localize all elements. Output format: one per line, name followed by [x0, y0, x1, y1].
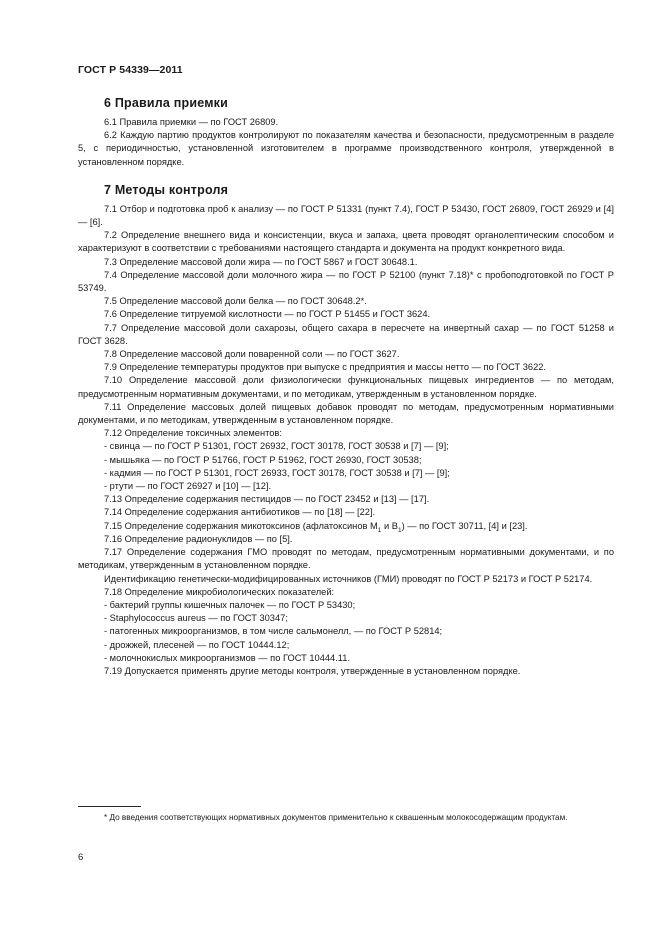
paragraph-7-6: 7.6 Определение титруемой кислотности — по ГОСТ Р 51455 и ГОСТ 3624.: [104, 309, 431, 320]
p7-15-part-c: ) — по ГОСТ 30711, [4] и [23].: [401, 520, 528, 531]
paragraph-7-14: 7.14 Определение содержания антибиотиков — по [18] — [22].: [104, 507, 376, 518]
paragraph-7-7: 7.7 Определение массовой доли сахарозы, общего сахара в пересчете на инвертный сахар — по ГОСТ 51258 и ГОСТ 3628.: [78, 322, 614, 346]
paragraph-7-12: 7.12 Определение токсичных элементов:: [104, 428, 282, 439]
paragraph-7-11: 7.11 Определение массовых долей пищевых добавок проводят по методам, предусмотренным нормативными документами, и по методикам, утвержденным в установленном порядке.: [78, 401, 614, 426]
list-item-toxic: - кадмия — по ГОСТ Р 51301, ГОСТ 26933, ГОСТ 30178, ГОСТ 30538 и [7] — [9];: [104, 467, 450, 478]
list-item-micro: - дрожжей, плесеней — по ГОСТ 10444.12;: [104, 639, 290, 650]
footnote-divider: [78, 806, 141, 807]
p7-15-subscript-m: 1: [377, 526, 382, 534]
list-item-micro: - Staphylococcus aureus — по ГОСТ 30347;: [104, 613, 288, 624]
paragraph-7-19: 7.19 Допускается применять другие методы контроля, утвержденные в установленном порядке.: [104, 665, 521, 676]
standard-header: ГОСТ Р 54339—2011: [78, 64, 183, 76]
section-7-title: 7 Методы контроля: [104, 182, 229, 197]
paragraph-6-2: 6.2 Каждую партию продуктов контролируют по показателям качества и безопасности, предусмотренным в разделе 5, с периодичностью, установленной изготовителем в программе производственного контроля, утвержденной в установленном порядке.: [78, 130, 614, 167]
paragraph-6-1: 6.1 Правила приемки — по ГОСТ 26809.: [104, 117, 279, 127]
section-6-title: 6 Правила приемки: [104, 96, 228, 110]
list-item-micro: - бактерий группы кишечных палочек — по ГОСТ Р 53430;: [104, 599, 356, 610]
list-item-toxic: - ртути — по ГОСТ 26927 и [10] — [12].: [104, 481, 272, 492]
paragraph-7-16: 7.16 Определение радионуклидов — по [5].: [104, 533, 293, 544]
footnote: * До введения соответствующих нормативных документов применительно к сквашенным молокосодержащим продуктам.: [104, 813, 568, 822]
page-content: [78, 90, 614, 678]
p7-15-part-b: и B: [381, 520, 398, 531]
paragraph-7-18: 7.18 Определение микробиологических показателей:: [104, 586, 335, 597]
paragraph-7-5: 7.5 Определение массовой доли белка — по ГОСТ 30648.2*.: [104, 296, 367, 307]
paragraph-7-4: 7.4 Определение массовой доли молочного жира — по ГОСТ Р 52100 (пункт 7.18)* с пробоподготовкой по ГОСТ Р 53749.: [78, 269, 614, 294]
p7-15-part-a: 7.15 Определение содержания микотоксинов (афлатоксинов M: [104, 520, 378, 531]
paragraph-7-3: 7.3 Определение массовой доли жира — по ГОСТ 5867 и ГОСТ 30648.1.: [104, 256, 418, 267]
p7-15-subscript-b: 1: [397, 526, 402, 534]
paragraph-gmi: Идентификацию генетически-модифицированных источников (ГМИ) проводят по ГОСТ Р 52173 и ГОСТ Р 52174.: [104, 573, 593, 584]
list-item-micro: - патогенных микроорганизмов, в том числе сальмонелл, — по ГОСТ Р 52814;: [104, 626, 443, 637]
paragraph-7-8: 7.8 Определение массовой доли поваренной соли — по ГОСТ 3627.: [104, 349, 400, 360]
paragraph-7-9: 7.9 Определение температуры продуктов при выпуске с предприятия и массы нетто — по ГОСТ 3622.: [104, 362, 547, 373]
list-item-toxic: - мышьяка — по ГОСТ Р 51766, ГОСТ Р 51962, ГОСТ 26930, ГОСТ 30538;: [104, 454, 422, 465]
paragraph-7-15: [78, 520, 614, 533]
paragraph-7-2: 7.2 Определение внешнего вида и консистенции, вкуса и запаха, цвета проводят органолептическим способом и характеризуют в соответствии с требованиями настоящего стандарта и документа на продукт конкретного вида.: [78, 230, 614, 254]
list-item-micro: - молочнокислых микроорганизмов — по ГОСТ 10444.11.: [104, 652, 351, 663]
paragraph-7-17: 7.17 Определение содержания ГМО проводят по методам, предусмотренным нормативными документами, и по методикам, утвержденным в установленном порядке.: [78, 547, 614, 571]
paragraph-7-13: 7.13 Определение содержания пестицидов — по ГОСТ 23452 и [13] — [17].: [104, 494, 430, 505]
paragraph-7-1: 7.1 Отбор и подготовка проб к анализу — по ГОСТ Р 51331 (пункт 7.4), ГОСТ Р 53430, ГОСТ 26809, ГОСТ 26929 и [4] — [6].: [78, 203, 614, 228]
paragraph-7-10: 7.10 Определение массовой доли физиологически функциональных пищевых ингредиентов — по методам, предусмотренным нормативным документами, и по методикам, утвержденным в установленном порядке.: [78, 375, 614, 399]
list-item-toxic: - свинца — по ГОСТ Р 51301, ГОСТ 26932, ГОСТ 30178, ГОСТ 30538 и [7] — [9];: [104, 441, 449, 452]
page-number: 6: [78, 852, 84, 863]
